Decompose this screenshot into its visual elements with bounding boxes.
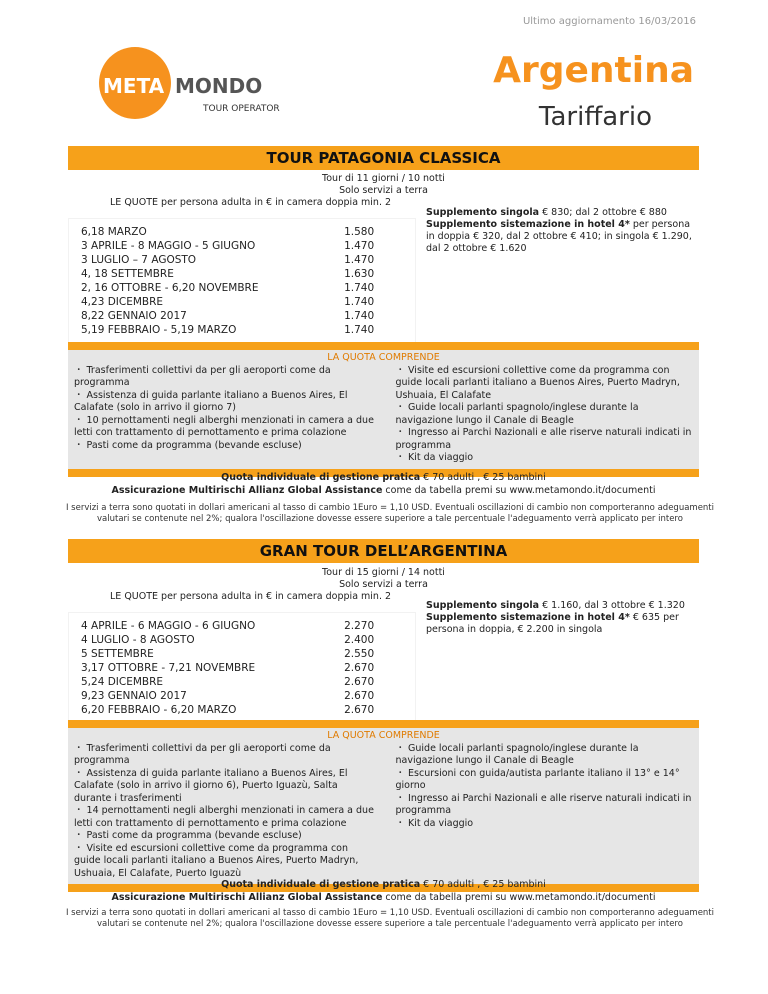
- tour2-supp2-label: Supplemento sistemazione in hotel 4*: [426, 612, 630, 623]
- include-item: ・ Pasti come da programma (bevande escluse): [74, 439, 302, 451]
- tour2-supp2-text: € 635 per persona in doppia, € 2.200 in singola: [426, 612, 679, 635]
- departure-dates: 9,23 GENNAIO 2017: [81, 690, 187, 702]
- price-row: [81, 225, 403, 239]
- price-row: [81, 239, 403, 253]
- price-row: [81, 267, 403, 281]
- tour1-fee-label: Quota individuale di gestione pratica: [221, 472, 421, 483]
- metamondo-logo-graphic: [95, 43, 295, 123]
- departure-dates: 5,24 DICEMBRE: [81, 676, 164, 688]
- tour2-supp1-label: Supplemento singola: [426, 600, 540, 611]
- tour2-insurance-label: Assicurazione Multirischi Allianz Global Assistance: [111, 891, 383, 903]
- price-value: 1.740: [344, 296, 375, 308]
- tour1-supp1-text: € 830; dal 2 ottobre € 880: [539, 207, 667, 218]
- tour1-quote-line: LE QUOTE per persona adulta in € in camera doppia min. 2: [110, 197, 392, 208]
- price-row: [81, 323, 403, 337]
- tour2-includes-right: [384, 743, 700, 881]
- logo-text-left: META: [103, 74, 165, 98]
- price-row: [81, 661, 403, 675]
- price-row: [81, 703, 403, 717]
- tour1-footer: [68, 472, 699, 497]
- departure-dates: 4, 18 SETTEMBRE: [81, 268, 174, 280]
- tour1-includes-left: [68, 365, 384, 465]
- tour1-services: Solo servizi a terra: [339, 185, 428, 196]
- include-item: ・ Pasti come da programma (bevande escluse): [74, 830, 302, 841]
- logo-text-right: MONDO: [175, 74, 263, 98]
- price-value: 1.470: [344, 254, 375, 266]
- tour1-supp1-label: Supplemento singola: [426, 207, 540, 218]
- price-row: [81, 619, 403, 633]
- price-value: 2.670: [344, 704, 375, 716]
- price-value: 2.550: [344, 648, 375, 660]
- tour1-insurance-text: come da tabella premi su www.metamondo.it/documenti: [382, 484, 656, 496]
- tour1-price-table: [68, 218, 416, 344]
- price-value: 1.630: [344, 268, 375, 280]
- tour1-info: [68, 173, 699, 197]
- departure-dates: 5 SETTEMBRE: [81, 648, 154, 660]
- departure-dates: 4,23 DICEMBRE: [81, 296, 164, 308]
- tour1-includes-right: [384, 365, 700, 465]
- include-item: ・ Kit da viaggio: [395, 452, 474, 463]
- departure-dates: 4 LUGLIO - 8 AGOSTO: [81, 634, 195, 646]
- price-value: 2.670: [344, 662, 375, 674]
- include-item: ・ Guide locali parlanti spagnolo/inglese durante la navigazione lungo il Canale di Beagle: [395, 402, 639, 426]
- price-row: [81, 253, 403, 267]
- tour2-price-table: [68, 612, 416, 724]
- include-item: ・ Ingresso ai Parchi Nazionali e alle riserve naturali indicati in programma: [395, 427, 692, 451]
- tour2-banner: GRAN TOUR DELL’ARGENTINA: [68, 539, 699, 563]
- tour2-fee-text: € 70 adulti , € 25 bambini: [420, 879, 546, 890]
- price-row: [81, 295, 403, 309]
- price-row: [81, 281, 403, 295]
- include-item: ・ Visite ed escursioni collettive come da programma con guide locali parlanti italiano a Buenos Aires, Puerto Madryn, Ushuaia, El Calafate: [395, 364, 680, 401]
- company-logo: [95, 43, 295, 123]
- tour2-footer: [68, 879, 699, 904]
- last-updated: Ultimo aggiornamento 16/03/2016: [522, 16, 696, 27]
- tour2-fee-label: Quota individuale di gestione pratica: [221, 879, 421, 890]
- tour2-includes-left: [68, 743, 384, 881]
- price-value: 1.470: [344, 240, 375, 252]
- price-row: [81, 675, 403, 689]
- price-value: 1.740: [344, 324, 375, 336]
- tour2-services: Solo servizi a terra: [339, 579, 428, 590]
- tour1-supp2-text: per persona in doppia € 320, dal 2 ottobre € 410; in singola € 1.290, dal 2 ottobre € 1.620: [426, 219, 692, 254]
- tour1-banner: TOUR PATAGONIA CLASSICA: [68, 146, 699, 170]
- price-row: [81, 689, 403, 703]
- include-item: ・ 10 pernottamenti negli alberghi menzionati in camera a due letti con trattamento di pernottamento e prima colazione: [74, 414, 374, 438]
- price-value: 1.740: [344, 282, 375, 294]
- price-value: 2.670: [344, 676, 375, 688]
- tour1-insurance-label: Assicurazione Multirischi Allianz Global Assistance: [111, 484, 383, 496]
- include-item: ・ Assistenza di guida parlante italiano a Buenos Aires, El Calafate (solo in arrivo il giorno 6), Puerto Iguazù, Salta durante i trasferimenti: [74, 767, 348, 804]
- include-item: ・ Assistenza di guida parlante italiano a Buenos Aires, El Calafate (solo in arrivo il giorno 7): [74, 389, 348, 413]
- tour1-fee-text: € 70 adulti , € 25 bambini: [420, 472, 546, 483]
- tour2-duration: Tour di 15 giorni / 14 notti: [322, 567, 445, 578]
- tour2-includes: [68, 720, 699, 892]
- price-row: [81, 633, 403, 647]
- departure-dates: 3 APRILE - 8 MAGGIO - 5 GIUGNO: [81, 240, 256, 252]
- tour1-includes-title: LA QUOTA COMPRENDE: [327, 352, 440, 363]
- tour2-insurance-text: come da tabella premi su www.metamondo.it/documenti: [382, 891, 656, 903]
- include-item: ・ Trasferimenti collettivi da per gli aeroporti come da programma: [74, 364, 331, 388]
- tour1-duration: Tour di 11 giorni / 10 notti: [322, 173, 445, 184]
- departure-dates: 3,17 OTTOBRE - 7,21 NOVEMBRE: [81, 662, 256, 674]
- include-item: ・ 14 pernottamenti negli alberghi menzionati in camera a due letti con trattamento di pernottamento e prima colazione: [74, 805, 374, 829]
- include-item: ・ Kit da viaggio: [395, 817, 474, 829]
- departure-dates: 2, 16 OTTOBRE - 6,20 NOVEMBRE: [81, 282, 259, 294]
- tour1-exchange-note: I servizi a terra sono quotati in dollari americani al tasso di cambio 1Euro = 1,10 USD. Eventuali oscillazioni di cambio non comporteranno adeguamenti valutari se contenute nel 2%; qualora l'oscillazione dovesse essere superiore a tale percentuale l'adeguamento verrà applicato per intero: [65, 503, 715, 524]
- departure-dates: 8,22 GENNAIO 2017: [81, 310, 187, 322]
- page-subtitle: Tariffario: [538, 102, 652, 132]
- tour2-quote-line: LE QUOTE per persona adulta in € in camera doppia min. 2: [110, 591, 392, 602]
- departure-dates: 3 LUGLIO – 7 AGOSTO: [81, 254, 197, 266]
- departure-dates: 5,19 FEBBRAIO - 5,19 MARZO: [81, 324, 237, 336]
- departure-dates: 6,18 MARZO: [81, 226, 147, 238]
- tour1-supplements: [426, 207, 696, 255]
- tour2-exchange-note: I servizi a terra sono quotati in dollari americani al tasso di cambio 1Euro = 1,10 USD. Eventuali oscillazioni di cambio non comporteranno adeguamenti valutari se contenute nel 2%; qualora l'oscillazione dovesse essere superiore a tale percentuale l'adeguamento verrà applicato per intero: [65, 908, 715, 929]
- tour2-supp1-text: € 1.160, dal 3 ottobre € 1.320: [539, 600, 685, 611]
- price-value: 2.270: [344, 620, 375, 632]
- departure-dates: 6,20 FEBBRAIO - 6,20 MARZO: [81, 704, 237, 716]
- include-item: ・ Guide locali parlanti spagnolo/inglese durante la navigazione lungo il Canale di Beagle: [395, 742, 639, 766]
- tour1-includes: [68, 342, 699, 477]
- price-value: 2.670: [344, 690, 375, 702]
- country-title: Argentina: [493, 50, 694, 91]
- price-row: [81, 309, 403, 323]
- price-value: 1.580: [344, 226, 375, 238]
- include-item: ・ Escursioni con guida/autista parlante italiano il 13° e 14° giorno: [395, 767, 680, 791]
- price-value: 1.740: [344, 310, 375, 322]
- tour2-supplements: [426, 600, 696, 636]
- price-row: [81, 647, 403, 661]
- departure-dates: 4 APRILE - 6 MAGGIO - 6 GIUGNO: [81, 620, 256, 632]
- include-item: ・ Visite ed escursioni collettive come da programma con guide locali parlanti italiano a Buenos Aires, Puerto Madryn, Ushuaia, El Calafate, Puerto Iguazù: [74, 842, 359, 879]
- include-item: ・ Trasferimenti collettivi da per gli aeroporti come da programma: [74, 742, 331, 766]
- include-item: ・ Ingresso ai Parchi Nazionali e alle riserve naturali indicati in programma: [395, 792, 692, 816]
- tour2-includes-title: LA QUOTA COMPRENDE: [327, 730, 440, 741]
- price-value: 2.400: [344, 634, 375, 646]
- tour2-info: [68, 567, 699, 591]
- logo-tagline: TOUR OPERATOR: [203, 104, 280, 114]
- tour1-supp2-label: Supplemento sistemazione in hotel 4*: [426, 219, 630, 230]
